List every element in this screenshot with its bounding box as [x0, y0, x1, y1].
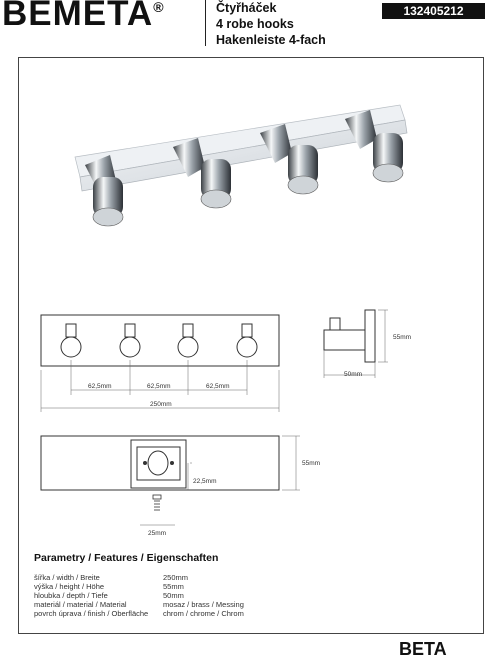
product-code: 132405212	[382, 3, 485, 19]
back-height-label: 55mm	[302, 460, 321, 467]
offset-label: 22,5mm	[193, 478, 217, 485]
title-english: 4 robe hooks	[216, 17, 294, 31]
spec-label-depth: hloubka / depth / Tiefe	[34, 591, 108, 600]
hook-outline-4	[237, 324, 257, 357]
header-divider	[205, 0, 206, 46]
screw-icon	[153, 495, 161, 510]
hook-outline-1	[61, 324, 81, 357]
spec-label-width: šířka / width / Breite	[34, 573, 100, 582]
side-depth-label: 50mm	[344, 371, 363, 378]
features-heading: Parametry / Features / Eigenschaften	[34, 552, 219, 564]
back-view-drawing	[0, 430, 496, 545]
title-german: Hakenleiste 4-fach	[216, 33, 326, 47]
spec-value-finish: chrom / chrome / Chrom	[163, 609, 244, 618]
title-czech: Čtyřháček	[216, 1, 277, 15]
mount-width-label: 25mm	[148, 530, 167, 537]
hook-outline-2	[120, 324, 140, 357]
spec-label-height: výška / height / Höhe	[34, 582, 105, 591]
spacing-label-3: 62,5mm	[206, 383, 230, 390]
spec-value-material: mosaz / brass / Messing	[163, 600, 244, 609]
product-photo	[55, 85, 445, 245]
spacing-label-2: 62,5mm	[147, 383, 171, 390]
spec-value-width: 250mm	[163, 573, 189, 582]
spec-label-finish: povrch úprava / finish / Oberfläche	[34, 609, 149, 618]
spacing-label-1: 62,5mm	[88, 383, 112, 390]
front-view-drawing	[0, 300, 496, 420]
spec-value-height: 55mm	[163, 582, 184, 591]
hook-outline-3	[178, 324, 198, 357]
width-label: 250mm	[150, 401, 172, 408]
spec-value-depth: 50mm	[163, 591, 184, 600]
side-height-label: 55mm	[393, 334, 412, 341]
brand-logo: BEMETA®	[2, 0, 165, 33]
spec-label-material: materiál / material / Material	[34, 600, 127, 609]
series-name: BETA	[399, 639, 447, 659]
